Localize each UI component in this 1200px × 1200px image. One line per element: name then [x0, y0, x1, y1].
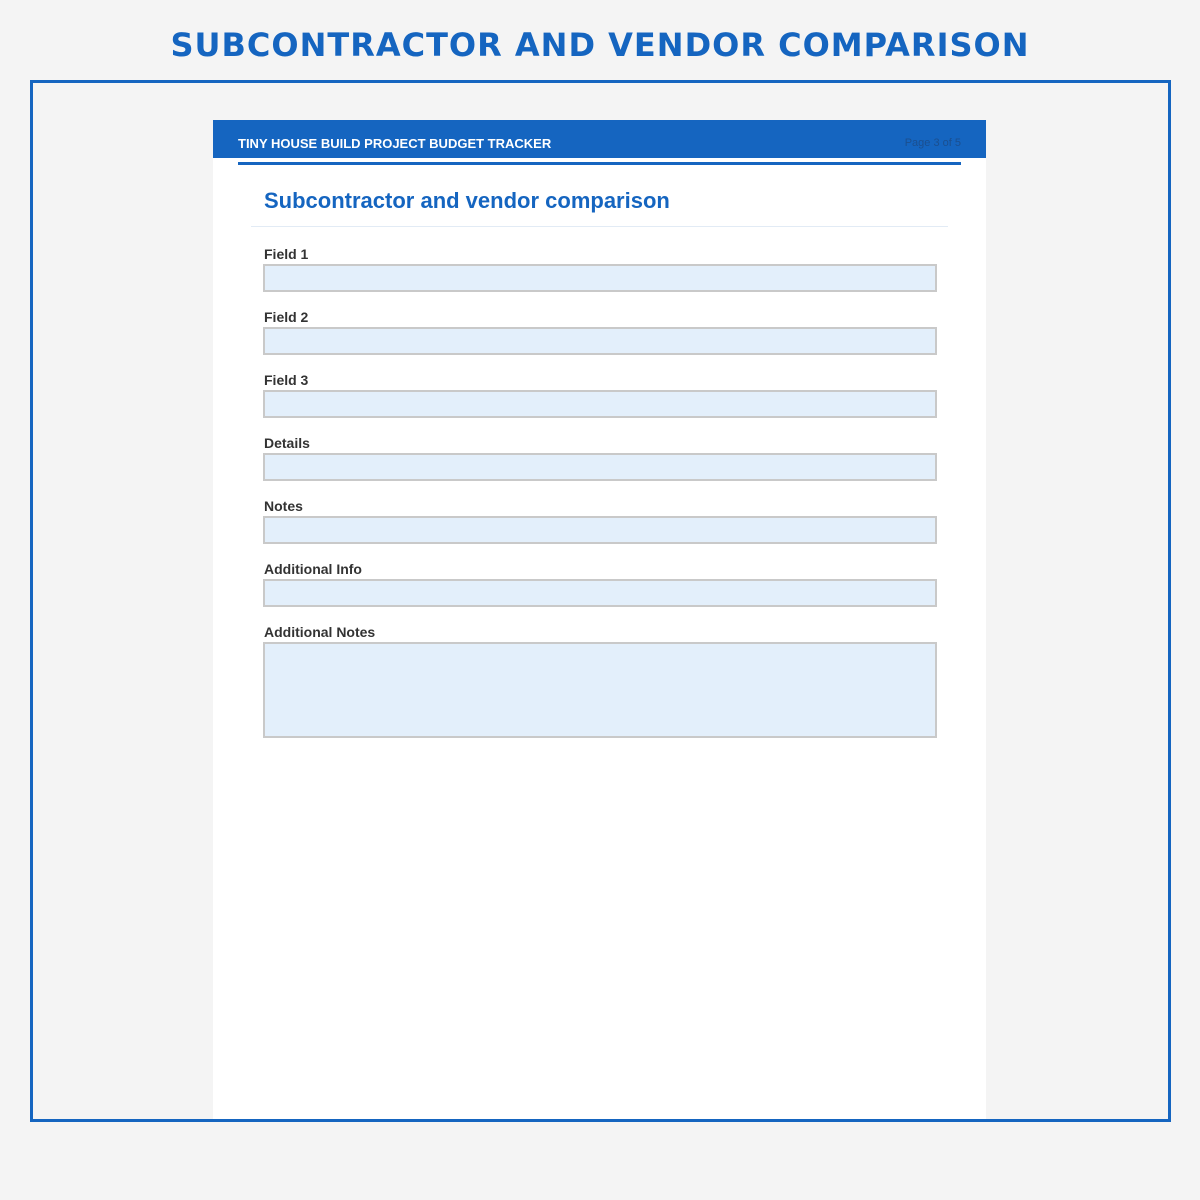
field-1-input[interactable]: [263, 264, 937, 292]
additional-info-input[interactable]: [263, 579, 937, 607]
page-header: [213, 120, 986, 158]
field-3-label: Field 3: [264, 372, 309, 388]
banner-title: SUBCONTRACTOR AND VENDOR COMPARISON: [170, 26, 1030, 64]
field-3-input[interactable]: [263, 390, 937, 418]
additional-notes-textarea[interactable]: [263, 642, 937, 738]
notes-input[interactable]: [263, 516, 937, 544]
section-title: Subcontractor and vendor comparison: [264, 188, 670, 213]
notes-label: Notes: [264, 498, 303, 514]
header-title: TINY HOUSE BUILD PROJECT BUDGET TRACKER: [238, 136, 552, 151]
additional-notes-label: Additional Notes: [264, 624, 376, 640]
document-frame: [30, 80, 1171, 1122]
section-divider: [251, 226, 948, 227]
field-1-label: Field 1: [264, 246, 309, 262]
header-divider: [238, 162, 961, 165]
field-2-label: Field 2: [264, 309, 309, 325]
additional-info-label: Additional Info: [264, 561, 362, 577]
details-input[interactable]: [263, 453, 937, 481]
field-2-input[interactable]: [263, 327, 937, 355]
page-number: Page 3 of 5: [904, 137, 961, 149]
document-page: [213, 120, 986, 1122]
details-label: Details: [264, 435, 310, 451]
